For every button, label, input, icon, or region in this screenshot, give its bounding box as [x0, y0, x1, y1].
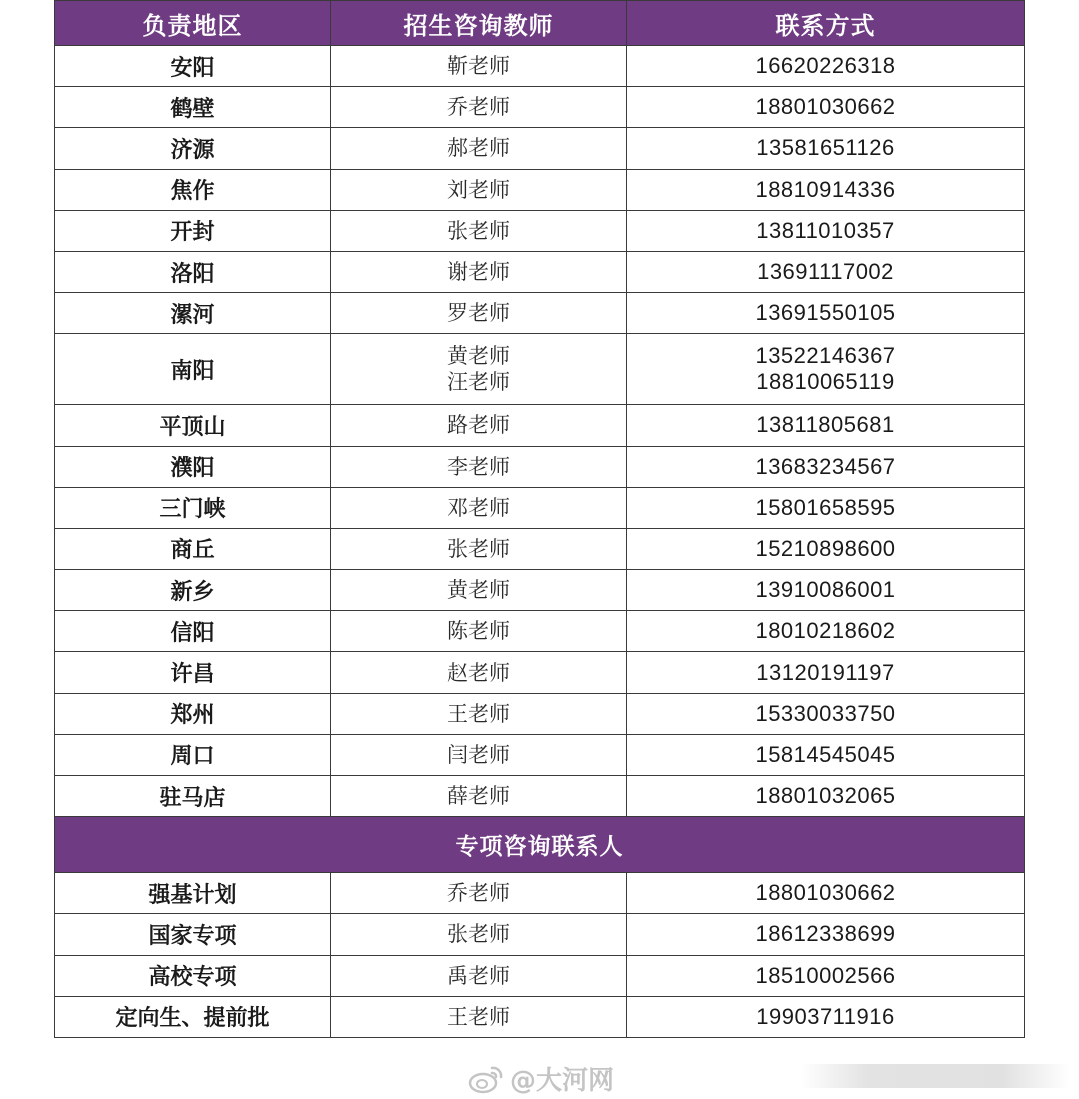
region-rows	[55, 46, 1025, 817]
section-title: 专项咨询联系人	[55, 817, 1025, 873]
teacher-name: 赵老师	[447, 660, 510, 685]
table-row	[55, 693, 1025, 734]
phone-cell	[627, 611, 1025, 652]
table-row	[55, 405, 1025, 446]
teacher-cell	[331, 734, 627, 775]
table-row	[55, 955, 1025, 996]
phone-number: 16620226318	[755, 53, 896, 79]
phone-cell	[627, 570, 1025, 611]
phone-cell	[627, 873, 1025, 914]
teacher-cell	[331, 652, 627, 693]
teacher-name: 路老师	[447, 413, 510, 438]
table-row	[55, 914, 1025, 955]
region-cell: 郑州	[55, 693, 331, 734]
table-row	[55, 169, 1025, 210]
phone-cell	[627, 334, 1025, 405]
phone-number: 18801030662	[755, 880, 896, 906]
phone-number: 13811805681	[756, 412, 895, 438]
table-row	[55, 996, 1025, 1037]
phone-number: 18510002566	[755, 962, 896, 988]
phone-number: 13691117002	[757, 259, 894, 285]
watermark-blur	[800, 1064, 1070, 1088]
phone-number: 13522146367	[755, 343, 896, 369]
teacher-cell	[331, 914, 627, 955]
watermark-text: @大河网	[510, 1066, 615, 1096]
region-cell: 南阳	[55, 334, 331, 405]
region-cell: 安阳	[55, 46, 331, 87]
phone-number: 18801032065	[755, 783, 896, 809]
phone-number: 15814545045	[755, 741, 896, 767]
phone-cell	[627, 693, 1025, 734]
teacher-cell	[331, 46, 627, 87]
teacher-cell	[331, 446, 627, 487]
phone-number: 13811010357	[756, 217, 895, 243]
phone-cell	[627, 46, 1025, 87]
phone-cell	[627, 734, 1025, 775]
teacher-name: 刘老师	[447, 177, 510, 202]
teacher-cell	[331, 570, 627, 611]
teacher-cell	[331, 873, 627, 914]
phone-cell	[627, 776, 1025, 817]
table-row	[55, 528, 1025, 569]
header-contact: 联系方式	[627, 1, 1025, 46]
table-row	[55, 487, 1025, 528]
phone-number: 15801658595	[755, 494, 896, 520]
teacher-cell	[331, 955, 627, 996]
teacher-name: 张老师	[447, 536, 510, 561]
phone-number: 13910086001	[755, 577, 896, 603]
phone-number: 18810914336	[755, 176, 896, 202]
teacher-name: 薛老师	[447, 784, 510, 809]
table-row	[55, 87, 1025, 128]
teacher-name: 张老师	[447, 922, 510, 947]
table-row	[55, 334, 1025, 405]
header-region: 负责地区	[55, 1, 331, 46]
watermark	[468, 1060, 614, 1097]
region-cell: 漯河	[55, 293, 331, 334]
teacher-name: 闫老师	[447, 742, 510, 767]
teacher-name: 谢老师	[447, 260, 510, 285]
table-row	[55, 128, 1025, 169]
region-cell: 许昌	[55, 652, 331, 693]
teacher-name: 李老师	[447, 454, 510, 479]
phone-number: 15210898600	[755, 535, 896, 561]
phone-number: 15330033750	[755, 700, 896, 726]
phone-number: 13691550105	[755, 300, 896, 326]
region-cell: 强基计划	[55, 873, 331, 914]
table-row	[55, 293, 1025, 334]
region-cell: 济源	[55, 128, 331, 169]
teacher-name: 汪老师	[447, 370, 510, 395]
teacher-cell	[331, 611, 627, 652]
table-row	[55, 611, 1025, 652]
teacher-cell	[331, 528, 627, 569]
teacher-cell	[331, 87, 627, 128]
phone-cell	[627, 914, 1025, 955]
table-header-row	[55, 1, 1025, 46]
phone-cell	[627, 169, 1025, 210]
region-cell: 濮阳	[55, 446, 331, 487]
teacher-name: 黄老师	[447, 344, 510, 369]
phone-cell	[627, 996, 1025, 1037]
phone-cell	[627, 251, 1025, 292]
special-section	[55, 817, 1025, 873]
table-row	[55, 46, 1025, 87]
region-cell: 定向生、提前批	[55, 996, 331, 1037]
region-cell: 信阳	[55, 611, 331, 652]
teacher-cell	[331, 334, 627, 405]
region-cell: 开封	[55, 210, 331, 251]
region-cell: 商丘	[55, 528, 331, 569]
phone-cell	[627, 405, 1025, 446]
region-cell: 新乡	[55, 570, 331, 611]
teacher-cell	[331, 776, 627, 817]
phone-number: 19903711916	[756, 1003, 895, 1029]
table-row	[55, 776, 1025, 817]
table-row	[55, 210, 1025, 251]
phone-number: 18612338699	[755, 921, 896, 947]
teacher-name: 黄老师	[447, 578, 510, 603]
phone-number: 18810065119	[756, 369, 895, 395]
teacher-name: 禹老师	[447, 963, 510, 988]
table-row	[55, 652, 1025, 693]
teacher-cell	[331, 487, 627, 528]
teacher-cell	[331, 169, 627, 210]
phone-number: 13683234567	[755, 453, 896, 479]
teacher-name: 王老师	[447, 1004, 510, 1029]
phone-number: 18010218602	[755, 618, 896, 644]
teacher-name: 乔老师	[447, 95, 510, 120]
phone-cell	[627, 210, 1025, 251]
contact-table-wrapper	[54, 0, 1024, 1038]
phone-cell	[627, 87, 1025, 128]
phone-cell	[627, 528, 1025, 569]
teacher-name: 靳老师	[447, 54, 510, 79]
region-cell: 国家专项	[55, 914, 331, 955]
teacher-name: 陈老师	[447, 619, 510, 644]
phone-number: 13120191197	[756, 659, 895, 685]
section-header-row	[55, 817, 1025, 873]
contact-table	[54, 0, 1025, 1038]
special-rows	[55, 873, 1025, 1038]
region-cell: 驻马店	[55, 776, 331, 817]
teacher-name: 乔老师	[447, 881, 510, 906]
teacher-cell	[331, 293, 627, 334]
teacher-cell	[331, 996, 627, 1037]
phone-cell	[627, 955, 1025, 996]
table-row	[55, 251, 1025, 292]
teacher-name: 郝老师	[447, 136, 510, 161]
teacher-cell	[331, 128, 627, 169]
phone-cell	[627, 128, 1025, 169]
teacher-name: 邓老师	[447, 495, 510, 520]
teacher-cell	[331, 210, 627, 251]
teacher-name: 张老师	[447, 218, 510, 243]
table-row	[55, 873, 1025, 914]
weibo-icon	[468, 1064, 504, 1094]
table-row	[55, 570, 1025, 611]
header-teacher: 招生咨询教师	[331, 1, 627, 46]
teacher-cell	[331, 405, 627, 446]
region-cell: 三门峡	[55, 487, 331, 528]
teacher-cell	[331, 693, 627, 734]
region-cell: 平顶山	[55, 405, 331, 446]
phone-cell	[627, 293, 1025, 334]
region-cell: 焦作	[55, 169, 331, 210]
teacher-name: 王老师	[447, 701, 510, 726]
table-row	[55, 734, 1025, 775]
phone-cell	[627, 652, 1025, 693]
teacher-name: 罗老师	[447, 301, 510, 326]
teacher-cell	[331, 251, 627, 292]
phone-number: 18801030662	[755, 94, 896, 120]
phone-cell	[627, 487, 1025, 528]
phone-cell	[627, 446, 1025, 487]
region-cell: 高校专项	[55, 955, 331, 996]
region-cell: 鹤壁	[55, 87, 331, 128]
phone-number: 13581651126	[756, 135, 895, 161]
table-row	[55, 446, 1025, 487]
region-cell: 洛阳	[55, 251, 331, 292]
region-cell: 周口	[55, 734, 331, 775]
